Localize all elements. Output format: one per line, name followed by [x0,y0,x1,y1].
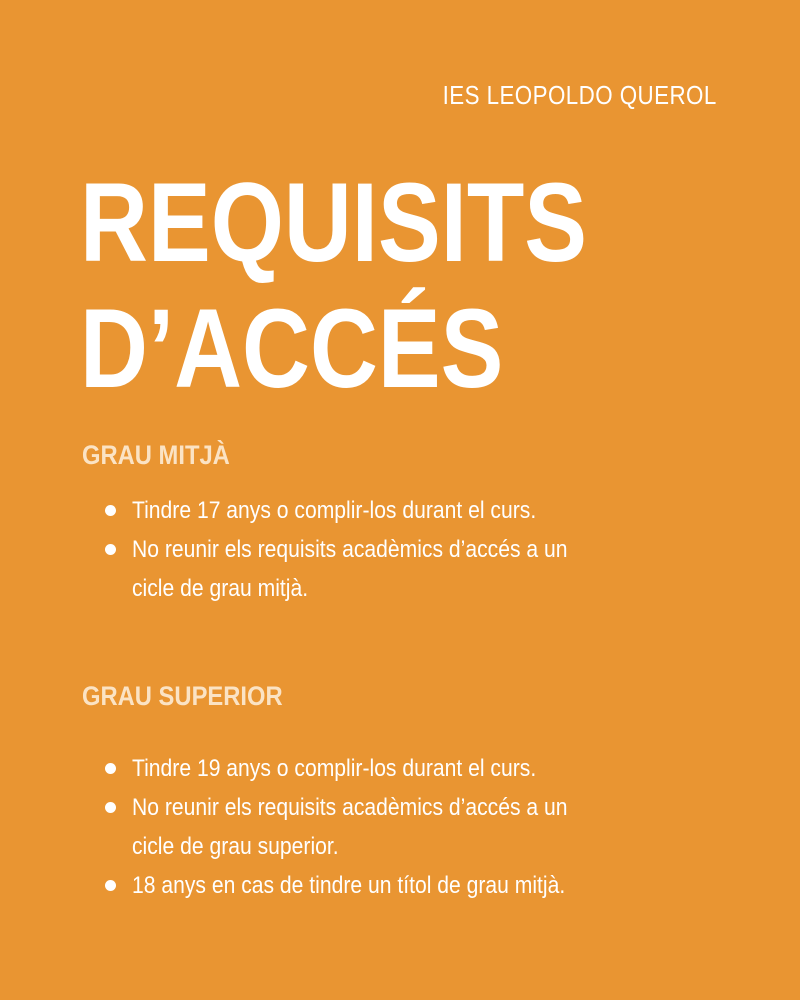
list-item-text: No reunir els requisits acadèmics d’accés a un cicle de grau superior. [132,794,568,860]
bullet-icon [105,802,116,813]
requirements-list [82,749,627,905]
list-item-text: No reunir els requisits acadèmics d’accés a un cicle de grau mitjà. [132,536,568,602]
list-item-text: Tindre 17 anys o complir-los durant el curs. [132,497,537,524]
bullet-icon [105,505,116,516]
school-name: IES LEOPOLDO QUEROL [442,80,717,110]
section-grau-superior [82,681,627,905]
list-item-text: 18 anys en cas de tindre un títol de grau mitjà. [132,872,566,899]
section-grau-mitja [82,440,627,608]
bullet-icon [105,544,116,555]
title-line-1: REQUISITS [80,160,588,285]
list-item [82,491,627,530]
bullet-icon [105,763,116,774]
title-line-2: D’ACCÉS [80,286,504,411]
list-item [82,749,627,788]
bullet-icon [105,880,116,891]
section-heading: GRAU SUPERIOR [82,681,283,711]
section-heading: GRAU MITJÀ [82,440,230,470]
requirements-list [82,491,627,608]
list-item [82,788,627,866]
page-title [80,160,587,412]
list-item-text: Tindre 19 anys o complir-los durant el curs. [132,755,537,782]
list-item [82,530,627,608]
list-item [82,866,627,905]
